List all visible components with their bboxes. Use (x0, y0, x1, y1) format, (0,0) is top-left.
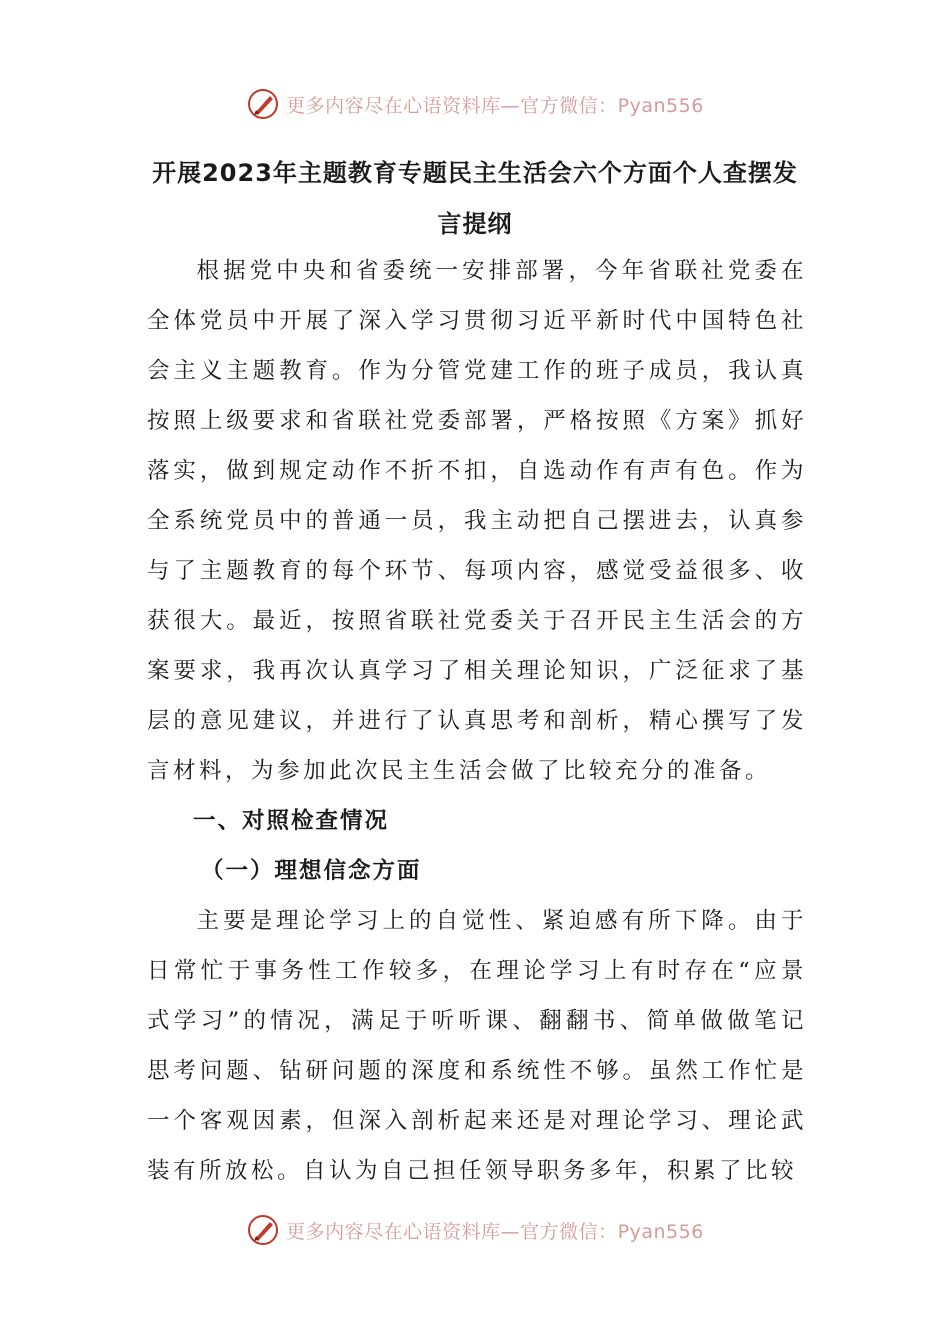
watermark-text: 更多内容尽在心语资料库—官方微信：Pyan556 (286, 1220, 704, 1243)
watermark-text: 更多内容尽在心语资料库—官方微信：Pyan556 (286, 94, 704, 117)
intro-paragraph: 根据党中央和省委统一安排部署，今年省联社党委在全体党员中开展了深入学习贯彻习近平新时代中国特色社会主义主题教育。作为分管党建工作的班子成员，我认真按照上级要求和省联社党委部署，严格按照《方案》抓好落实，做到规定动作不折不扣，自选动作有声有色。作为全系统党员中的普通一员，我主动把自己摆进去，认真参与了主题教育的每个环节、每项内容，感觉受益很多、收获很大。最近，按照省联社党委关于召开民主生活会的方案要求，我再次认真学习了相关理论知识，广泛征求了基层的意见建议，并进行了认真思考和剖析，精心撰写了发言材料，为参加此次民主生活会做了比较充分的准备。 (147, 258, 807, 784)
pen-logo-icon (246, 1213, 280, 1247)
document-title: 开展2023年主题教育专题民主生活会六个方面个人查摆发言提纲 (152, 159, 798, 238)
watermark-banner-bottom (0, 1210, 950, 1250)
watermark-banner-top (0, 84, 950, 124)
subsection-heading-1: （一）理想信念方面 (201, 858, 422, 884)
section-heading-1: 一、对照检查情况 (193, 808, 390, 834)
subsection-paragraph-1: 主要是理论学习上的自觉性、紧迫感有所下降。由于日常忙于事务性工作较多，在理论学习上有时存在“应景式学习”的情况，满足于听听课、翻翻书、简单做做笔记思考问题、钻研问题的深度和系统性不够。虽然工作忙是一个客观因素，但深入剖析起来还是对理论学习、理论武装有所放松。自认为自己担任领导职务多年，积累了比较 (147, 908, 807, 1184)
pen-logo-icon (246, 87, 280, 121)
document-body (147, 246, 807, 1196)
